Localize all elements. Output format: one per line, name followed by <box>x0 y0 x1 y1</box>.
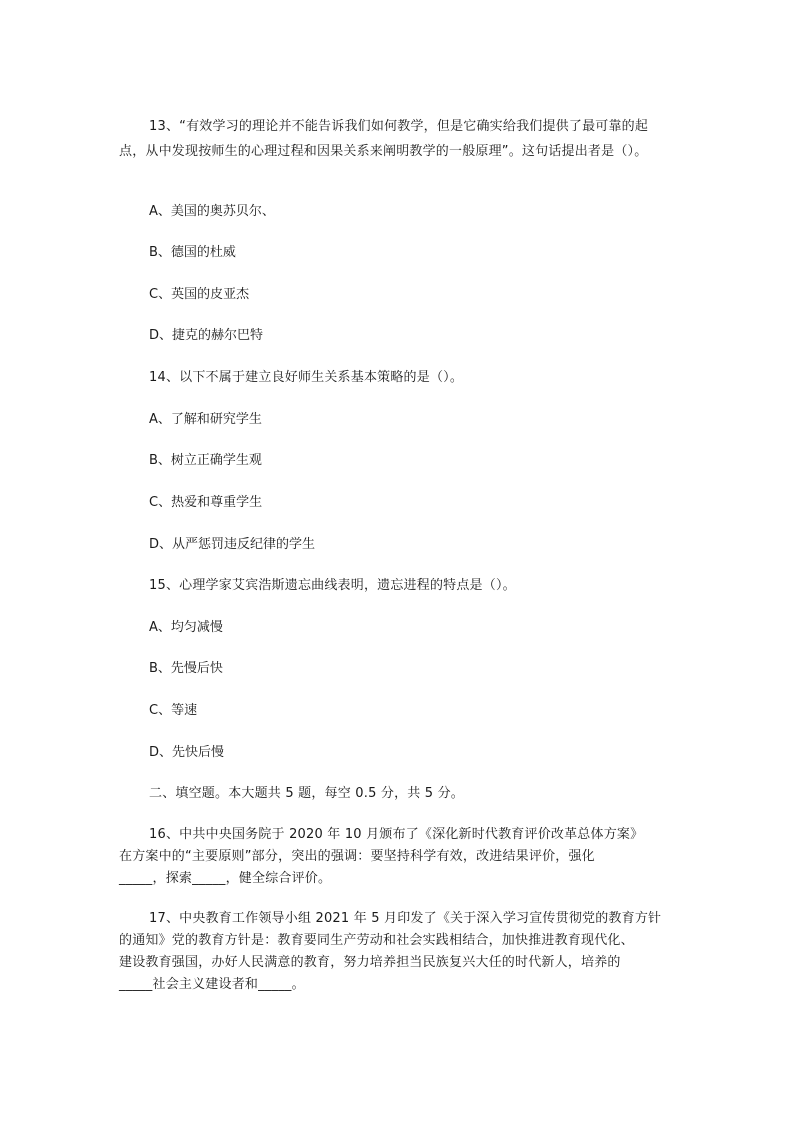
q13-option-d: D、捷克的赫尔巴特 <box>149 328 264 343</box>
q14-option-d: D、从严惩罚违反纪律的学生 <box>149 537 316 552</box>
q13-stem-line-1: 13、“有效学习的理论并不能告诉我们如何教学，但是它确实给我们提供了最可靠的起 <box>149 119 649 134</box>
q17-stem-line-2: 的通知》党的教育方针是：教育要同生产劳动和社会实践相结合，加快推进教育现代化、 <box>119 933 634 948</box>
q15-option-a: A、均匀减慢 <box>149 620 223 635</box>
q15-stem: 15、心理学家艾宾浩斯遗忘曲线表明，遗忘进程的特点是（）。 <box>149 578 516 593</box>
q14-option-a: A、了解和研究学生 <box>149 412 262 427</box>
q13-stem-line-2: 点，从中发现按师生的心理过程和因果关系来阐明教学的一般原理”。这句话提出者是（）。 <box>119 144 648 159</box>
q13-option-b: B、德国的杜威 <box>149 245 236 260</box>
q17-stem-line-3: 建设教育强国，办好人民满意的教育，努力培养担当民族复兴大任的时代新人，培养的 <box>119 955 621 970</box>
q14-option-b: B、树立正确学生观 <box>149 453 262 468</box>
q15-option-b: B、先慢后快 <box>149 661 223 676</box>
q13-option-c: C、英国的皮亚杰 <box>149 287 250 302</box>
q17-stem-line-1: 17、中央教育工作领导小组 2021 年 5 月印发了《关于深入学习宣传贯彻党的教育方针 <box>149 911 662 926</box>
q16-stem-line-3: _____，探索_____，健全综合评价。 <box>119 871 332 886</box>
q16-stem-line-2: 在方案中的“主要原则”部分，突出的强调：要坚持科学有效，改进结果评价，强化 <box>119 849 595 864</box>
q13-option-a: A、美国的奥苏贝尔、 <box>149 204 275 219</box>
q14-stem: 14、以下不属于建立良好师生关系基本策略的是（）。 <box>149 370 464 385</box>
section-heading-fill-in: 二、填空题。本大题共 5 题，每空 0.5 分，共 5 分。 <box>149 786 465 801</box>
q15-option-d: D、先快后慢 <box>149 745 225 760</box>
q15-option-c: C、等速 <box>149 703 198 718</box>
q14-option-c: C、热爱和尊重学生 <box>149 495 263 510</box>
q17-stem-line-4: _____社会主义建设者和_____。 <box>119 977 305 992</box>
q16-stem-line-1: 16、中共中央国务院于 2020 年 10 月颁布了《深化新时代教育评价改革总体方案》 <box>149 827 644 842</box>
